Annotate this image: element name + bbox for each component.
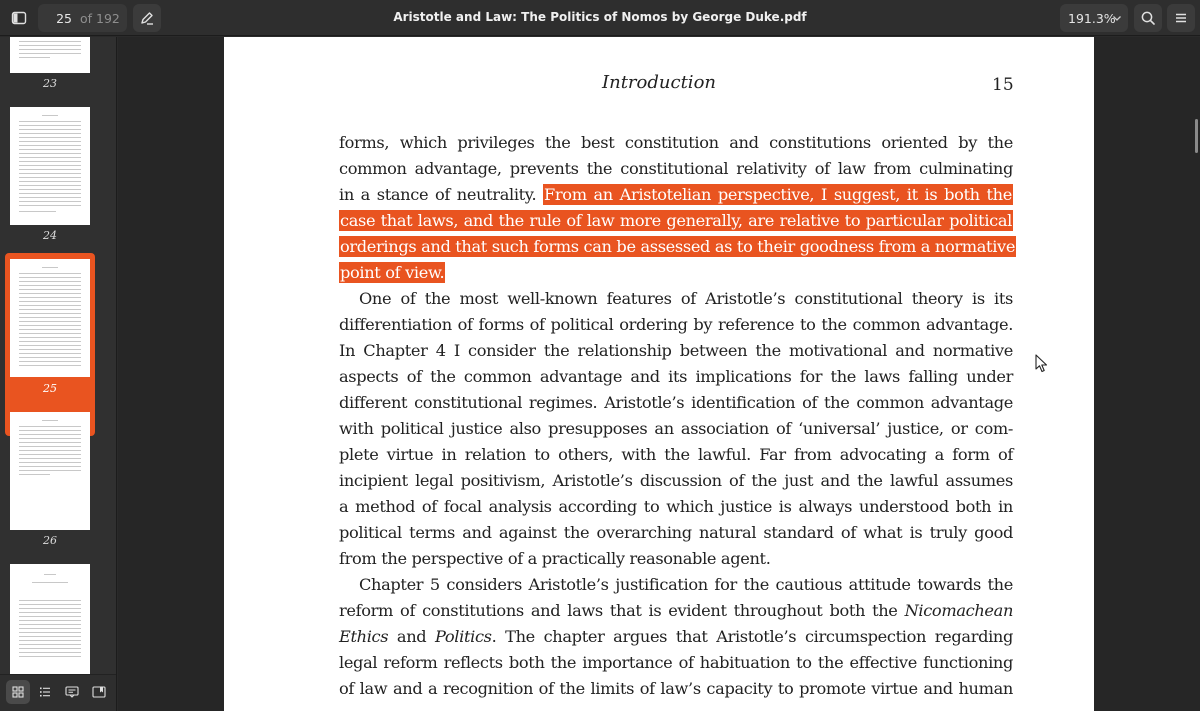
- page-navigator: [38, 4, 127, 32]
- highlighted-selection[interactable]: From an Aristotelian perspective, I suggest, it is both the: [544, 185, 1012, 204]
- sidebar-toggle-button[interactable]: [5, 4, 33, 32]
- running-head: Introduction: [602, 72, 716, 93]
- text-fragment: in a stance of neutrality.: [339, 185, 537, 204]
- text-line: political terms and against the overarching natural standard of what is truly good: [339, 523, 1013, 542]
- text-line: legal reform reflects both the importance of habituation to the effective functioning: [339, 653, 1013, 672]
- text-line: [339, 182, 1013, 208]
- highlighted-selection[interactable]: case that laws, and the rule of law more generally, are relative to particular political: [340, 211, 1012, 230]
- text-fragment: reform of constitutions and laws that is evident throughout both the: [339, 601, 898, 620]
- text-line: from the perspective of a practically reasonable agent.: [339, 549, 771, 568]
- text-line: In Chapter 4 I consider the relationship between the motivational and normative: [339, 341, 1013, 360]
- highlighted-selection[interactable]: point of view.: [340, 263, 445, 282]
- page-thumbnail-26[interactable]: [10, 412, 90, 530]
- bookmarks-icon: [92, 686, 106, 698]
- text-line: a method of focal analysis according to which justice is always understood both in: [339, 497, 1013, 516]
- page-thumbnail-27[interactable]: [10, 564, 90, 674]
- text-line: [339, 598, 1013, 624]
- search-button[interactable]: [1134, 4, 1162, 32]
- chevron-down-icon: [1112, 13, 1122, 23]
- annotations-view-button[interactable]: [60, 680, 84, 704]
- bookmarks-view-button[interactable]: [87, 680, 111, 704]
- text-line: Chapter 5 considers Aristotle’s justification for the cautious attitude towards the: [359, 575, 1013, 594]
- outline-list-icon: [39, 686, 51, 698]
- annotations-icon: [65, 686, 79, 698]
- text-line: [339, 234, 1016, 260]
- pdf-page[interactable]: [224, 37, 1094, 711]
- highlighted-selection[interactable]: orderings and that such forms can be assessed as to their goodness from a normative: [340, 237, 1016, 256]
- page-thumbnail-24[interactable]: [10, 107, 90, 225]
- thumbnail-label: 23: [43, 77, 57, 90]
- search-icon: [1140, 10, 1156, 26]
- main-menu-button[interactable]: [1167, 4, 1195, 32]
- text-line: [339, 624, 1013, 650]
- document-viewer[interactable]: [118, 37, 1200, 711]
- header-bar: [0, 0, 1200, 36]
- thumbnails-view-button[interactable]: [6, 680, 30, 704]
- text-line: forms, which privileges the best constitution and constitutions oriented by the: [339, 133, 1013, 152]
- current-page-input[interactable]: 25: [56, 10, 72, 26]
- thumbnail-label: 25: [43, 382, 57, 395]
- zoom-value: 191.3%: [1068, 10, 1116, 26]
- page-count-label: of 192: [80, 10, 120, 26]
- page-thumbnail-23[interactable]: [10, 37, 90, 73]
- annotate-button[interactable]: [133, 4, 161, 32]
- italic-title: Nicomachean: [904, 601, 1014, 620]
- page-thumbnail-25[interactable]: [10, 259, 90, 377]
- grid-view-icon: [12, 686, 24, 698]
- zoom-select[interactable]: [1060, 4, 1128, 32]
- outline-view-button[interactable]: [33, 680, 57, 704]
- text-line: aspects of the common advantage and its implications for the laws falling under: [339, 367, 1013, 386]
- thumbnail-label: 24: [43, 229, 57, 242]
- pen-icon: [139, 10, 155, 26]
- thumbnail-sidebar: [0, 37, 117, 711]
- sidebar-footer: [0, 674, 117, 711]
- italic-title: Ethics: [339, 627, 389, 646]
- text-fragment: . The chapter argues that Aristotle’s circumspection regarding: [491, 627, 1014, 646]
- text-line: of law and a recognition of the limits of law’s capacity to promote virtue and human: [339, 679, 1013, 698]
- mouse-pointer-icon: [1035, 354, 1049, 374]
- sidebar-icon: [11, 10, 27, 26]
- document-title: Aristotle and Law: The Politics of Nomos by George Duke.pdf: [393, 10, 807, 24]
- text-line: common advantage, prevents the constitutional relativity of law from culminating: [339, 159, 1013, 178]
- vertical-scrollbar[interactable]: [1195, 119, 1198, 153]
- hamburger-menu-icon: [1174, 11, 1188, 25]
- text-line: One of the most well-known features of Aristotle’s constitutional theory is its: [359, 289, 1013, 308]
- text-line: [339, 208, 1013, 234]
- text-line: [339, 260, 1013, 286]
- text-line: plete virtue in relation to others, with the lawful. Far from advocating a form of: [339, 445, 1013, 464]
- text-line: different constitutional regimes. Aristotle’s identification of the common advantage: [339, 393, 1013, 412]
- text-line: differentiation of forms of political ordering by reference to the common advantage.: [339, 315, 1013, 334]
- page-body-text[interactable]: [339, 130, 1016, 702]
- text-fragment: and: [396, 627, 427, 646]
- thumbnail-label: 26: [43, 534, 57, 547]
- page-number: 15: [992, 75, 1014, 95]
- text-line: incipient legal positivism, Aristotle’s discussion of the just and the lawful assumes: [339, 471, 1013, 490]
- text-line: with political justice also presupposes an association of ‘universal’ justice, or com-: [339, 419, 1013, 438]
- italic-title: Politics: [435, 627, 492, 646]
